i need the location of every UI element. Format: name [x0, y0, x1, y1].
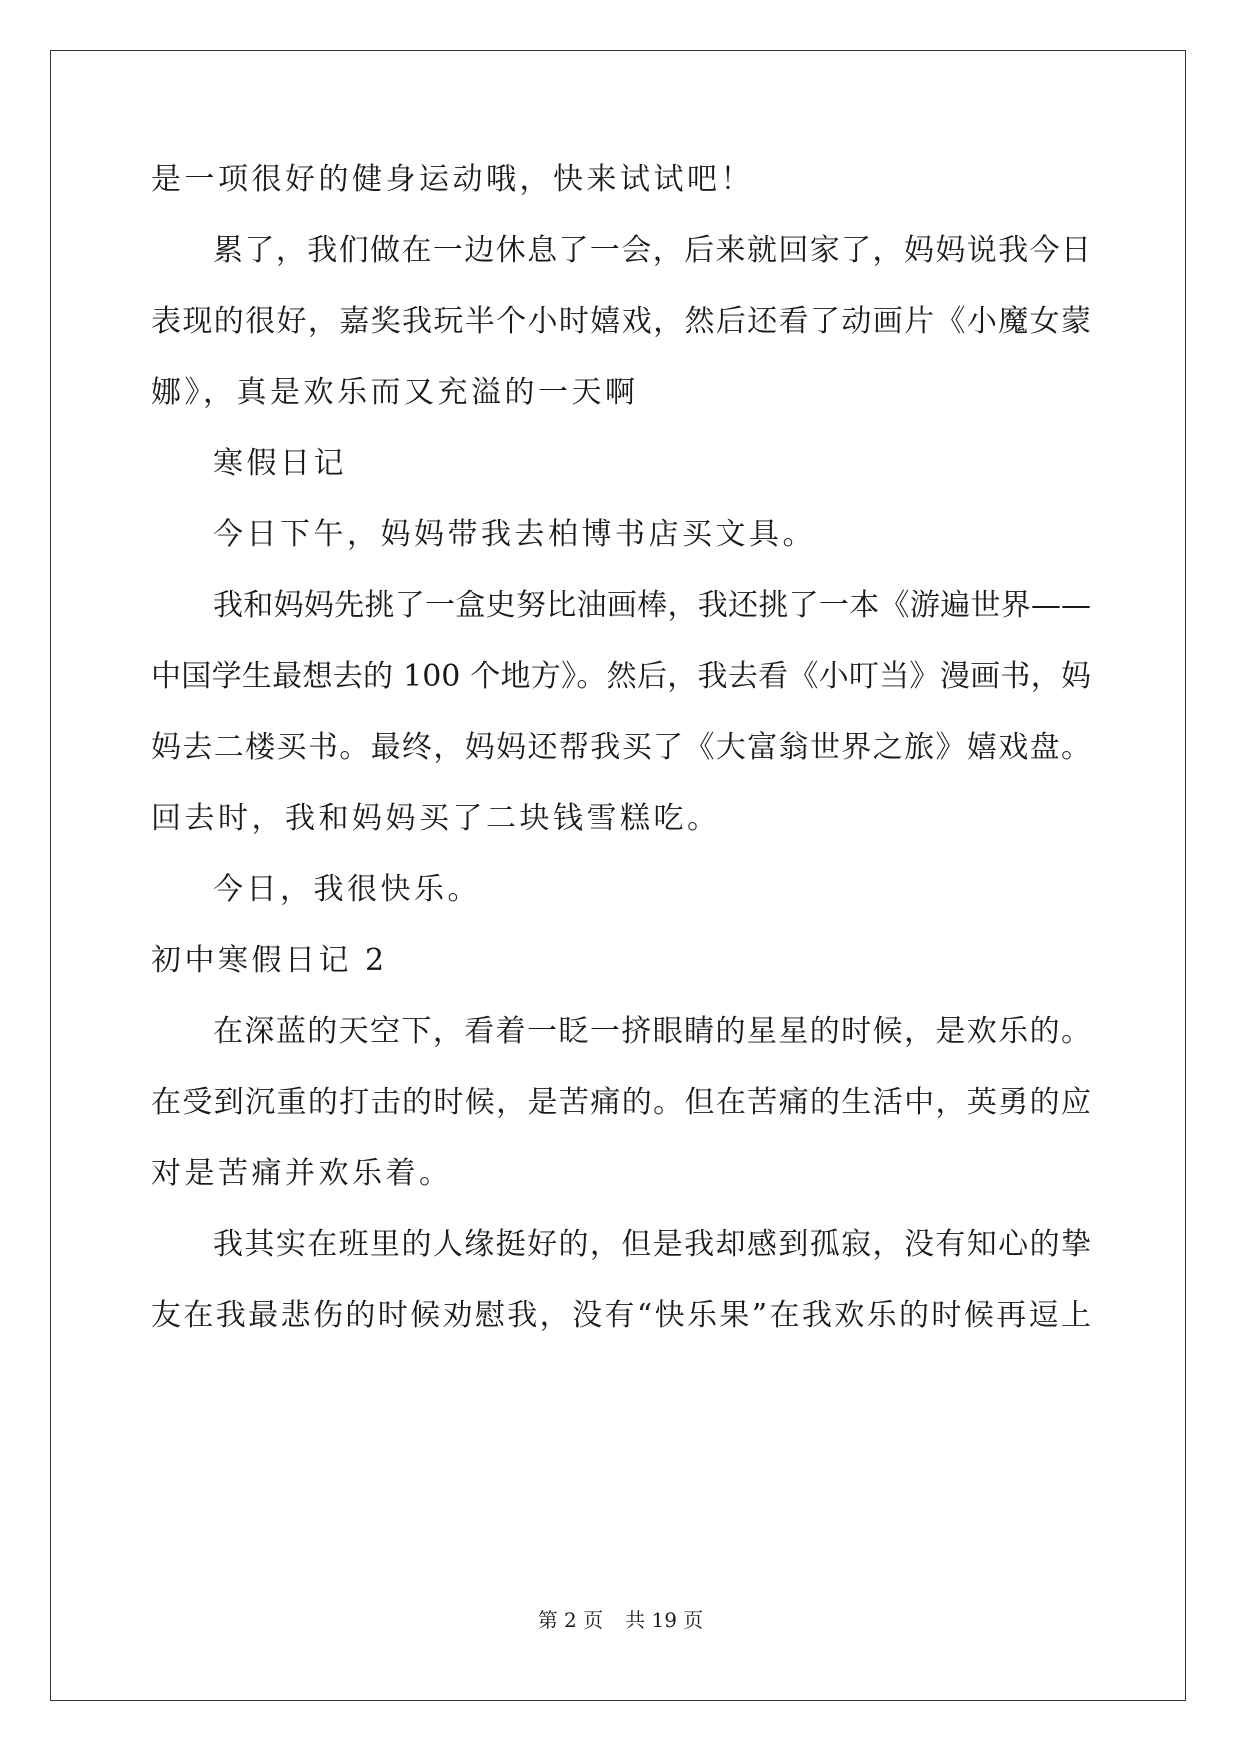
- text-line-8: 中国学生最想去的 100 个地方》。然后，我去看《小叮当》漫画书，妈: [151, 659, 1091, 694]
- text-line-16: 我其实在班里的人缘挺好的，但是我却感到孤寂，没有知心的挚: [213, 1227, 1091, 1262]
- text-line-11: 今日，我很快乐。: [213, 872, 481, 907]
- text-line-4: 娜》，真是欢乐而又充溢的一天啊: [151, 375, 639, 410]
- text-line-14: 在受到沉重的打击的时候，是苦痛的。但在苦痛的生活中，英勇的应: [151, 1085, 1091, 1120]
- page-total: 共 19 页: [625, 1608, 704, 1632]
- text-line-10: 回去时，我和妈妈买了二块钱雪糕吃。: [151, 801, 721, 836]
- text-line-2: 累了，我们做在一边休息了一会，后来就回家了，妈妈说我今日: [213, 233, 1091, 268]
- text-line-3: 表现的很好，嘉奖我玩半个小时嬉戏，然后还看了动画片《小魔女蒙: [151, 304, 1091, 339]
- text-line-17: 友在我最悲伤的时候劝慰我，没有“快乐果”在我欢乐的时候再逗上: [151, 1298, 1091, 1333]
- section-heading: 寒假日记: [213, 446, 347, 481]
- page-number: 第 2 页: [537, 1608, 604, 1632]
- text-line-13: 在深蓝的天空下，看着一眨一挤眼睛的星星的时候，是欢乐的。: [213, 1014, 1091, 1049]
- text-line-9: 妈去二楼买书。最终，妈妈还帮我买了《大富翁世界之旅》嬉戏盘。: [151, 730, 1091, 765]
- page-footer: [0, 1608, 1241, 1632]
- text-line-7: 我和妈妈先挑了一盒史努比油画棒，我还挑了一本《游遍世界——: [213, 588, 1091, 623]
- text-line-1: 是一项很好的健身运动哦，快来试试吧！: [151, 162, 754, 197]
- text-line-15: 对是苦痛并欢乐着。: [151, 1156, 453, 1191]
- text-line-6: 今日下午，妈妈带我去柏博书店买文具。: [213, 517, 816, 552]
- chapter-title: 初中寒假日记 2: [151, 943, 388, 978]
